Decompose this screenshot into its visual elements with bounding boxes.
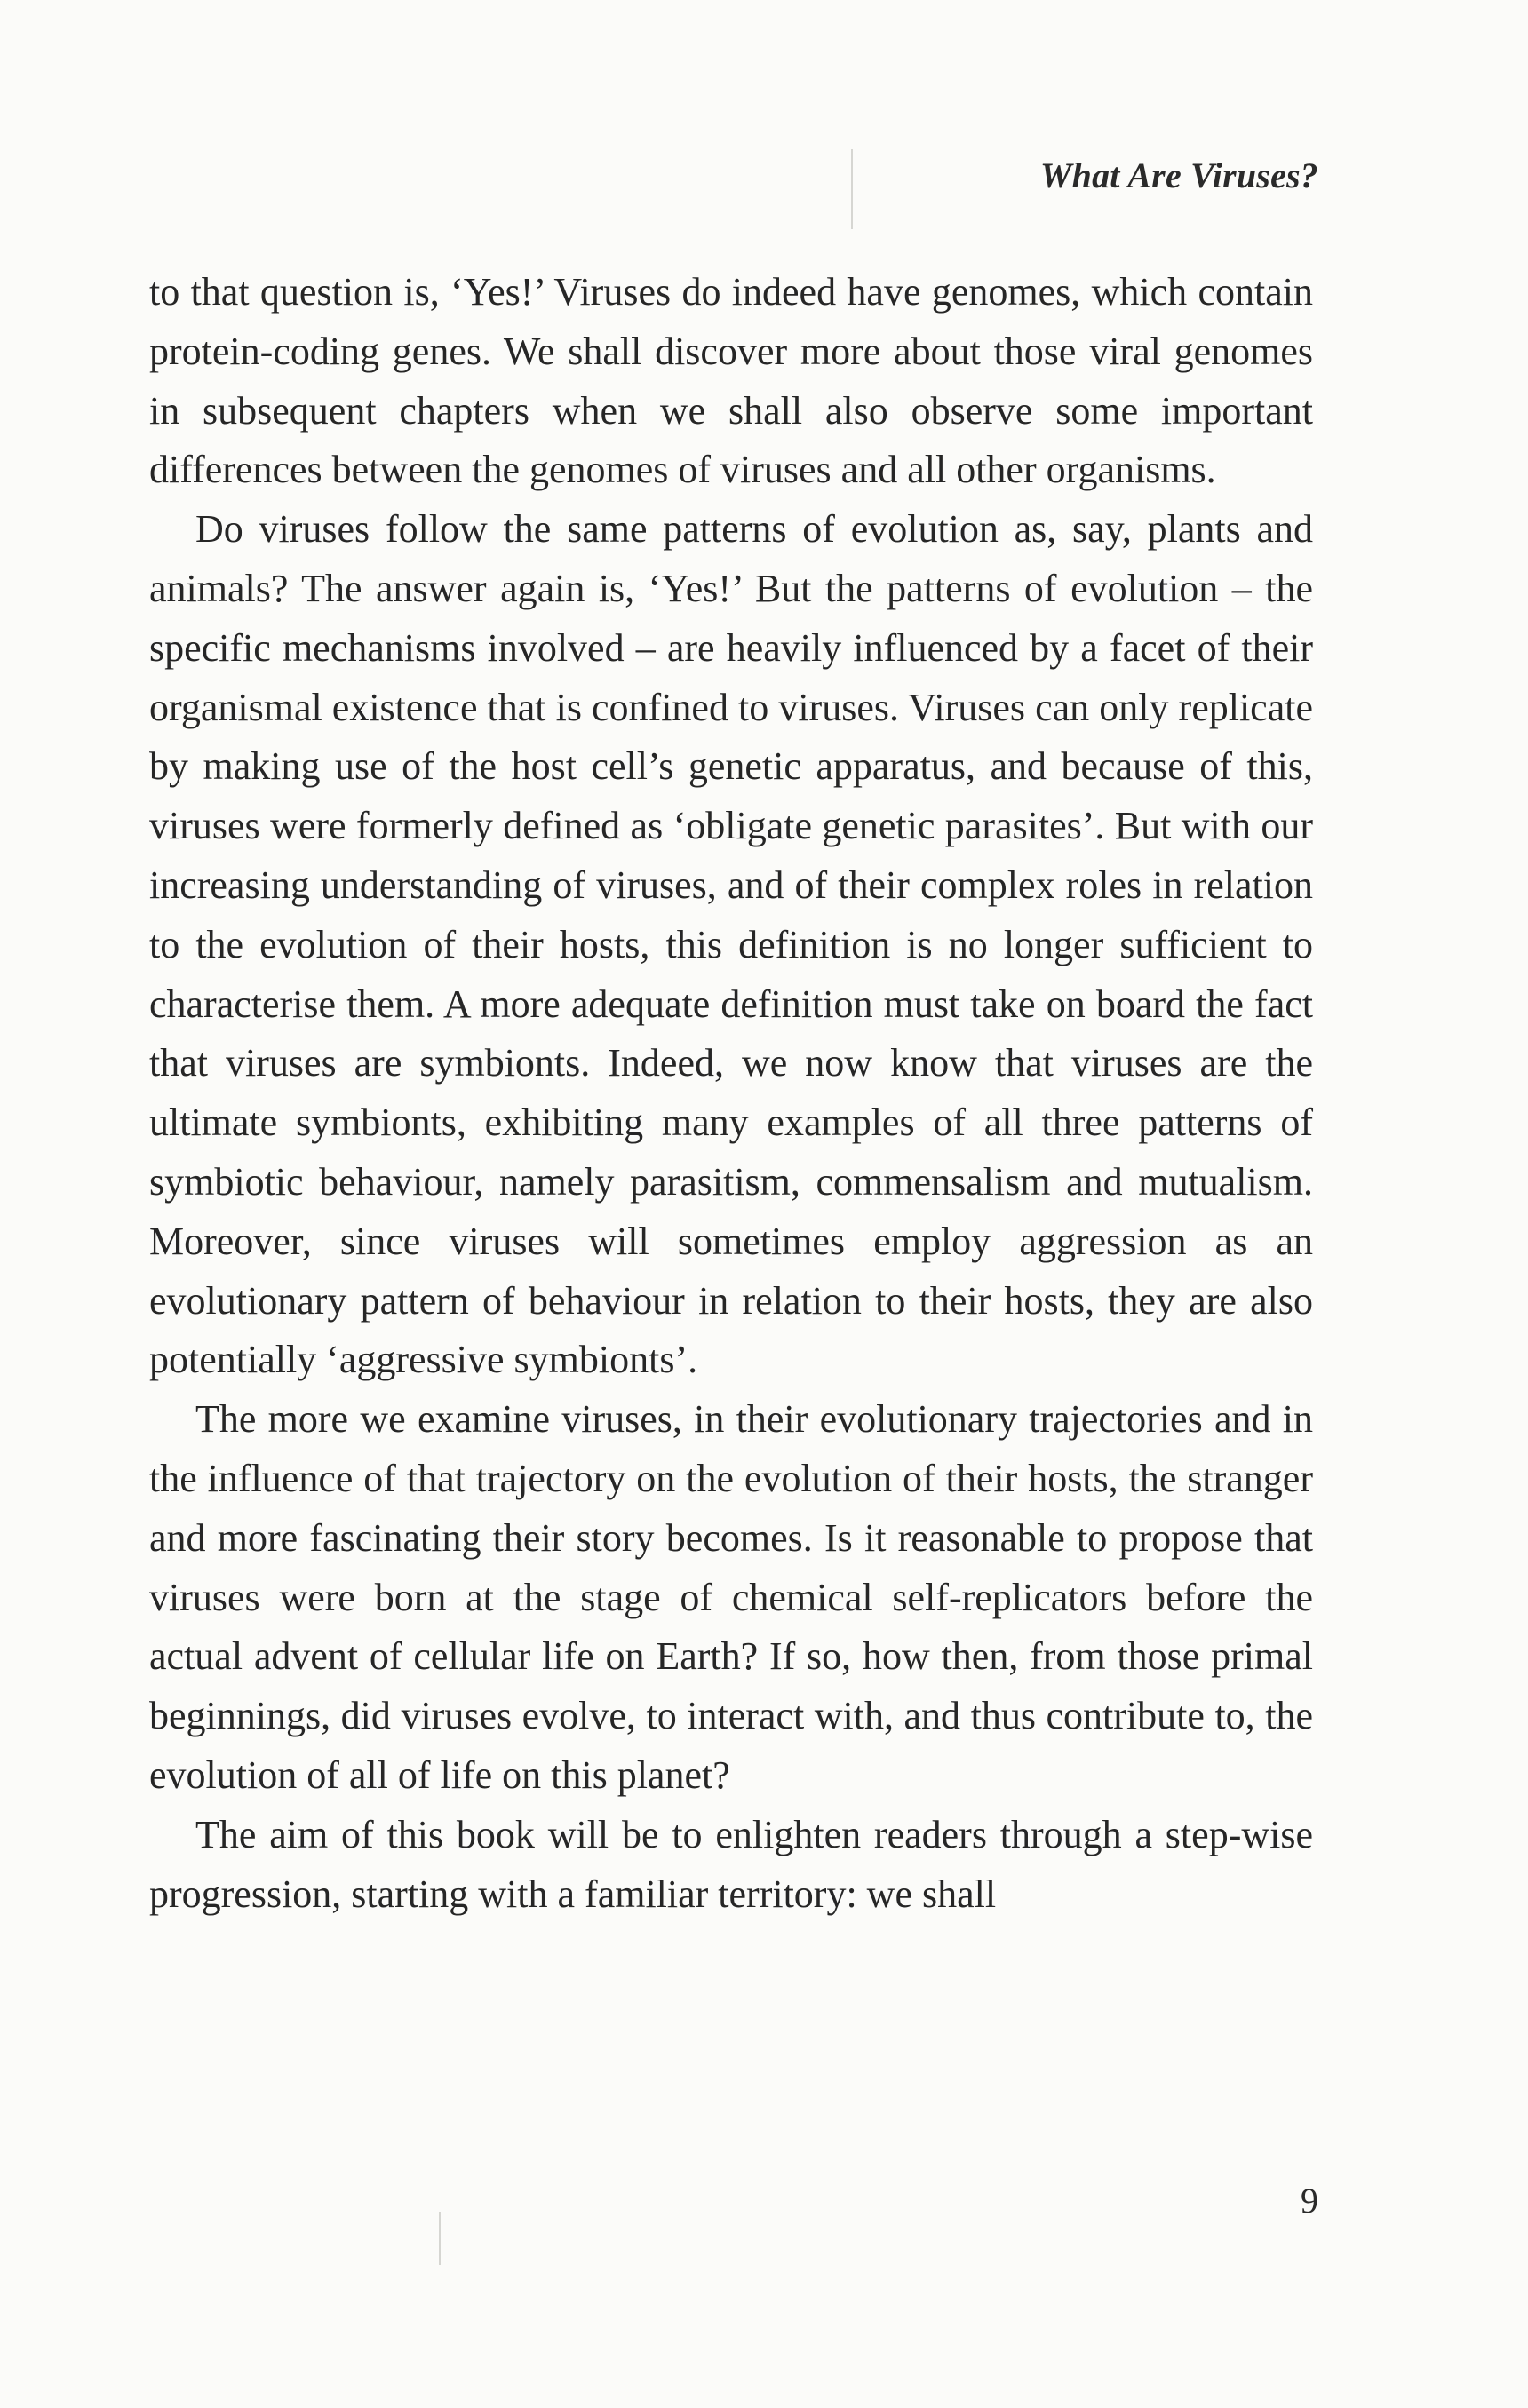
paragraph-2: Do viruses follow the same patterns of evolution as, say, plants and animals? The answer again is, ‘Yes!’ But the patterns of evolution – the specific mechanisms involved – are heavily influenced by a facet of their organismal existence that is confined to viruses. Viruses can only replicate by making use of the host cell’s genetic apparatus, and because of this, viruses were formerly defined as ‘obligate genetic parasites’. But with our increasing understanding of viruses, and of their complex roles in relation to the evolution of their hosts, this definition is no longer sufficient to characterise them. A more adequate definition must take on board the fact that viruses are symbionts. Indeed, we now know that viruses are the ultimate symbionts, exhibiting many examples of all three patterns of symbiotic behaviour, namely parasitism, commensalism and mutualism. Moreover, since viruses will sometimes employ aggression as an evolutionary pattern of behaviour in relation to their hosts, they are also potentially ‘aggressive symbionts’. bbox=[149, 507, 1313, 1382]
paragraph-4: The aim of this book will be to enlighten readers through a step-wise progression, starting with a familiar territory: we shall bbox=[149, 1812, 1313, 1916]
paragraph-3: The more we examine viruses, in their evolutionary trajectories and in the influence of that trajectory on the evolution of their hosts, the stranger and more fascinating their story becomes. Is it reasonable to propose that viruses were born at the stage of chemical self-replicators before the actual advent of cellular life on Earth? If so, how then, from those primal beginnings, did viruses evolve, to interact with, and thus contribute to, the evolution of all of life on this planet? bbox=[149, 1397, 1313, 1797]
paragraph-1: to that question is, ‘Yes!’ Viruses do indeed have genomes, which contain protein-coding genes. We shall discover more about those viral genomes in subsequent chapters when we shall also observe some important differences between the genomes of viruses and all other organisms. bbox=[149, 270, 1313, 492]
scan-artifact-bottom bbox=[439, 2212, 441, 2265]
page-number: 9 bbox=[1301, 2181, 1318, 2221]
scan-artifact-top bbox=[851, 149, 853, 229]
running-head: What Are Viruses? bbox=[1039, 155, 1318, 195]
body-text bbox=[149, 263, 1313, 1924]
